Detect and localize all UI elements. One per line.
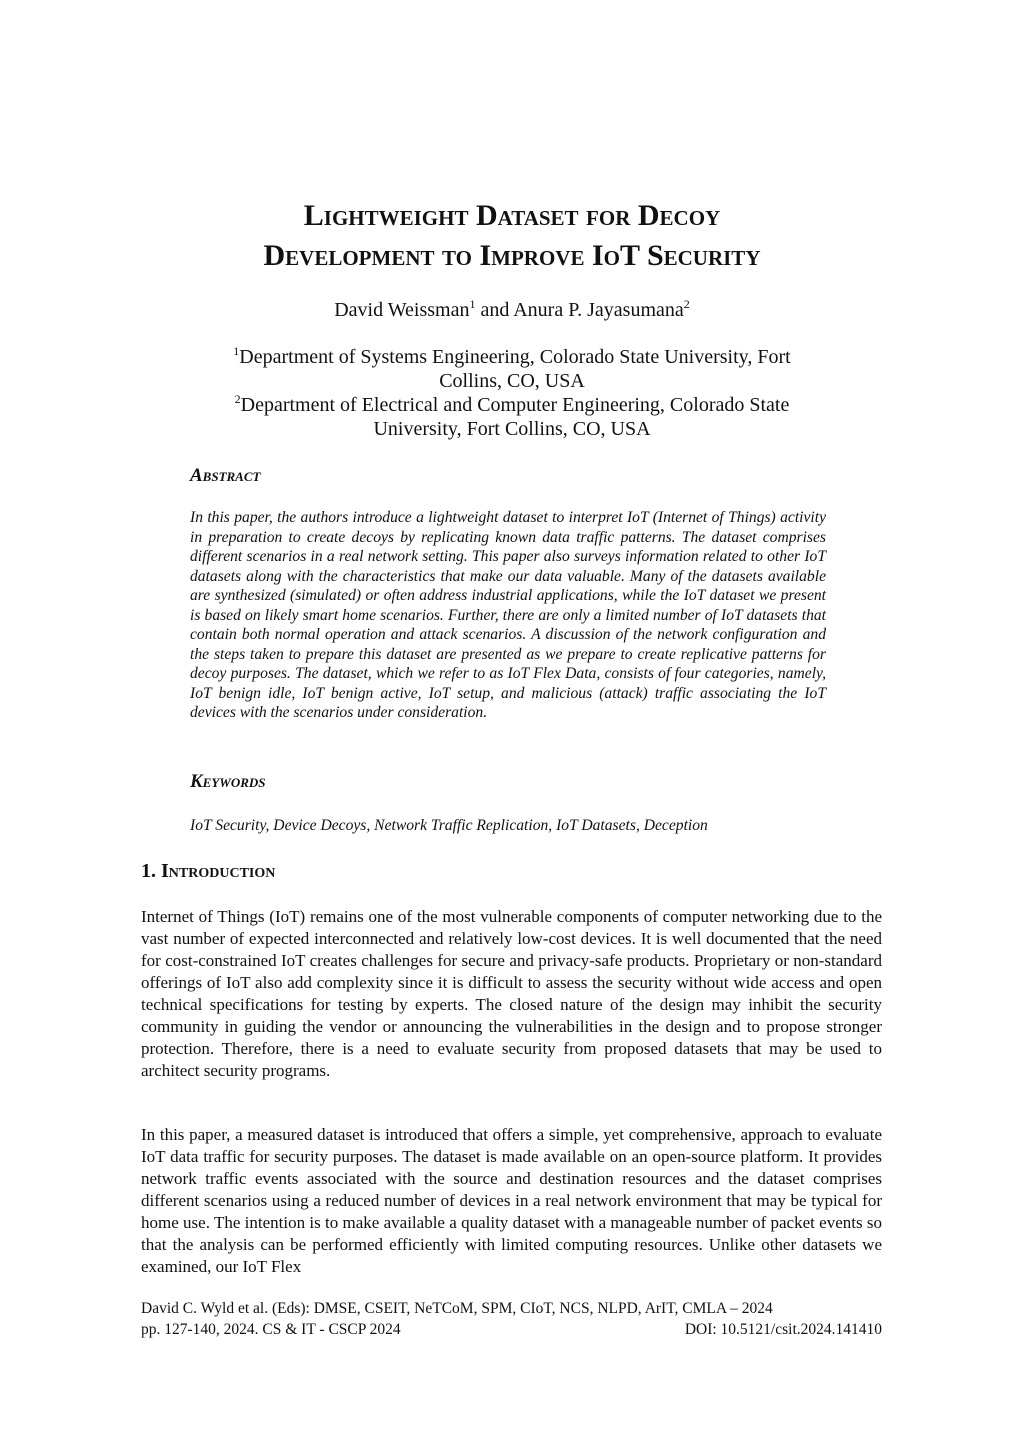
affiliations bbox=[0, 345, 1024, 441]
footer-doi: DOI: 10.5121/csit.2024.141410 bbox=[684, 1321, 882, 1338]
affiliation-1-line-1: $^1$Department of Systems Engineering, Colorado State University, Fort bbox=[233, 344, 791, 368]
introduction-paragraph-2: In this paper, a measured dataset is introduced that offers a simple, yet comprehensive, approach to evaluate IoT data traffic for security purposes. The dataset is made available on an open-source platform. It provides network traffic events associated with the source and destination resources and the dataset comprises different scenarios using a reduced number of devices in a real network environment that may be typical for home use. The intention is to make available a quality dataset with a manageable number of packet events so that the analysis can be performed efficiently with limited computing resources. Unlike other datasets we examined, our IoT Flex bbox=[141, 1125, 882, 1276]
introduction-heading: 1. Introduction bbox=[141, 860, 276, 882]
affiliation-2-line-2: University, Fort Collins, CO, USA bbox=[373, 418, 651, 440]
affiliation-1-mark: 1 bbox=[233, 344, 240, 358]
footer-pages: pp. 127-140, 2024. CS & IT - CSCP 2024 bbox=[141, 1321, 401, 1338]
author-1: David Weissman bbox=[334, 299, 470, 321]
author-1-affiliation-mark: 1 bbox=[469, 297, 476, 311]
footer-proceedings: David C. Wyld et al. (Eds): DMSE, CSEIT, NeTCoM, SPM, CIoT, NCS, NLPD, ArIT, CMLA – 2024 bbox=[141, 1300, 773, 1317]
paper-title bbox=[0, 196, 1024, 276]
affiliation-1-line-2: Collins, CO, USA bbox=[439, 370, 585, 392]
author-line bbox=[0, 297, 1024, 323]
affiliation-2-mark: 2 bbox=[234, 392, 241, 406]
abstract-heading: Abstract bbox=[190, 465, 261, 486]
abstract-text: In this paper, the authors introduce a lightweight dataset to interpret IoT (Internet of Things) activity in preparation to create decoys by replicating known data traffic patterns. The dataset comprises different scenarios in a real network setting. This paper also surveys information related to other IoT datasets along with the characteristics that make our data valuable. Many of the datasets available are synthesized (simulated) or often address industrial applications, while the IoT dataset we present is based on likely smart home scenarios. Further, there are only a limited number of IoT datasets that contain both normal operation and attack scenarios. A discussion of the network configuration and the steps taken to prepare this dataset are presented as we prepare to create replicative patterns for decoy purposes. The dataset, which we refer to as IoT Flex Data, consists of four categories, namely, IoT benign idle, IoT benign active, IoT setup, and malicious (attack) traffic associating the IoT devices with the scenarios under consideration. bbox=[190, 509, 826, 721]
keywords-text: IoT Security, Device Decoys, Network Traffic Replication, IoT Datasets, Deception bbox=[190, 817, 708, 834]
author-2: and Anura P. Jayasumana bbox=[480, 299, 684, 321]
keywords-heading: Keywords bbox=[190, 771, 266, 792]
title-line-2: Development to Improve IoT Security bbox=[263, 239, 761, 272]
title-line-1: Lightweight Dataset for Decoy bbox=[303, 199, 721, 232]
introduction-paragraph-1: Internet of Things (IoT) remains one of the most vulnerable components of computer networking due to the vast number of expected interconnected and relatively low-cost devices. It is well documented that the need for cost-constrained IoT creates challenges for secure and privacy-safe products. Proprietary or non-standard offerings of IoT also add complexity since it is difficult to assess the security without wide access and open technical specifications for testing by experts. The closed nature of the design may inhibit the security community in guiding the vendor or announcing the vulnerabilities in the design and to propose stronger protection. Therefore, there is a need to evaluate security from proposed datasets that may be used to architect security programs. bbox=[141, 907, 882, 1080]
affiliation-2-line-1: $^2$Department of Electrical and Computer Engineering, Colorado State bbox=[234, 392, 790, 416]
footer-row bbox=[141, 1319, 882, 1340]
author-2-affiliation-mark: 2 bbox=[683, 297, 690, 311]
page-footer bbox=[141, 1298, 882, 1340]
